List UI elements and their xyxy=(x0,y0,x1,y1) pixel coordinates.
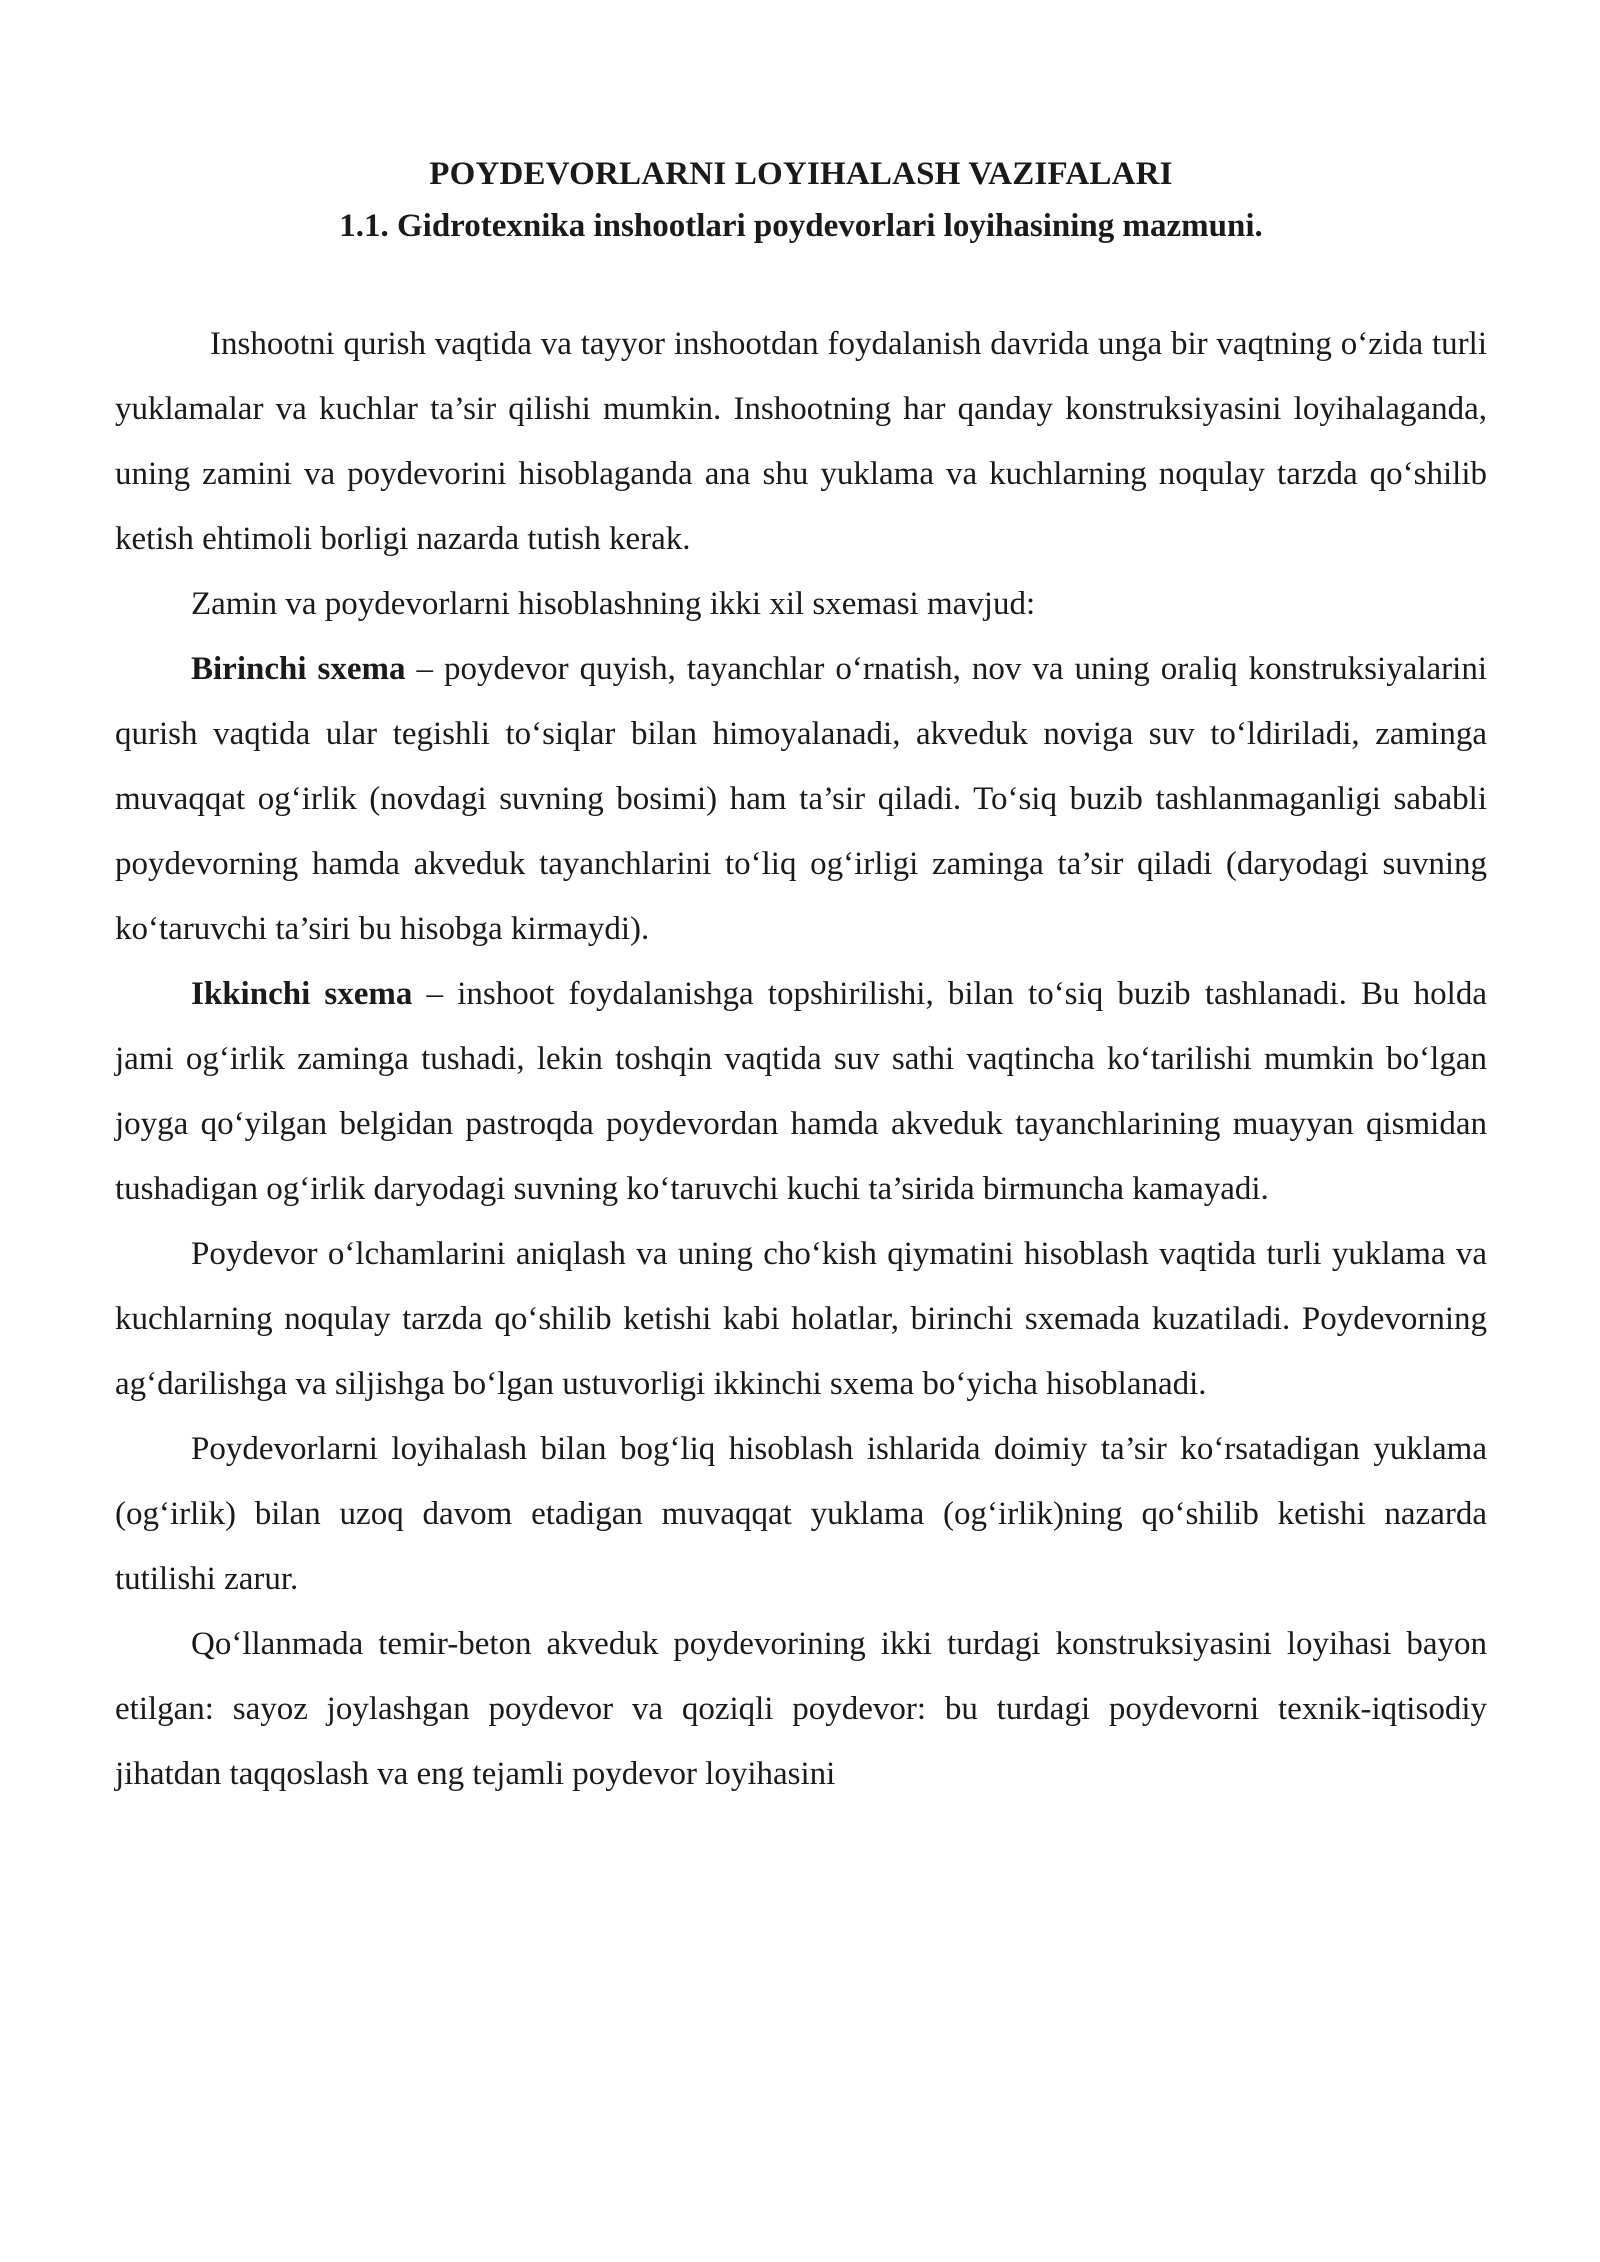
paragraph-dimensions xyxy=(115,1222,1487,1417)
document-content xyxy=(115,148,1487,1807)
section-heading: 1.1. Gidrotexnika inshootlari poydevorlari loyihasining mazmuni. xyxy=(339,208,1263,244)
paragraph-text: Poydevor o‘lchamlarini aniqlash va uning cho‘kish qiymatini hisoblash vaqtida turli yuklama va kuchlarning noqulay tarzda qo‘shilib ketishi kabi holatlar, birinchi sxemada kuzatiladi. Poydevorning ag‘darilishga va siljishga bo‘lgan ustuvorligi ikkinchi sxema bo‘yicha hisoblanadi. xyxy=(115,1236,1487,1402)
paragraph-text: Inshootni qurish vaqtida va tayyor inshootdan foydalanish davrida unga bir vaqtning o‘zida turli yuklamalar va kuchlar ta’sir qilishi mumkin. Inshootning har qanday konstruksiyasini loyihalaganda, uning zamini va poydevorini hisoblaganda ana shu yuklama va kuchlarning noqulay tarzda qo‘shilib ketish ehtimoli borligi nazarda tutish kerak. xyxy=(115,326,1487,557)
paragraph-text: Zamin va poydevorlarni hisoblashning ikki xil sxemasi mavjud: xyxy=(191,586,1036,622)
paragraph-intro xyxy=(115,312,1487,572)
paragraph-text: Poydevorlarni loyihalash bilan bog‘liq hisoblash ishlarida doimiy ta’sir ko‘rsatadigan yuklama (og‘irlik) bilan uzoq davom etadigan muvaqqat yuklama (og‘irlik)ning qo‘shilib ketishi nazarda tutilishi zarur. xyxy=(115,1431,1487,1597)
paragraph-first-scheme xyxy=(115,637,1487,962)
paragraph-lead: Birinchi sxema xyxy=(191,651,406,687)
paragraph-schemes-intro xyxy=(115,572,1487,637)
paragraph-manual xyxy=(115,1612,1487,1807)
paragraph-text: Qo‘llanmada temir-beton akveduk poydevorining ikki turdagi konstruksiyasini loyihasi bayon etilgan: sayoz joylashgan poydevor va qoziqli poydevor: bu turdagi poydevorni texnik-iqtisodiy jihatdan taqqoslash va eng tejamli poydevor loyihasini xyxy=(115,1626,1487,1792)
paragraph-text: – inshoot foydalanishga topshirilishi, bilan to‘siq buzib tashlanadi. Bu holda jami og‘irlik zaminga tushadi, lekin toshqin vaqtida suv sathi vaqtincha ko‘tarilishi mumkin bo‘lgan joyga qo‘yilgan belgidan pastroqda poydevordan hamda akveduk tayanchlarining muayyan qismidan tushadigan og‘irlik daryodagi suvning ko‘taruvchi kuchi ta’sirida birmuncha kamayadi. xyxy=(115,976,1487,1207)
paragraph-lead: Ikkinchi sxema xyxy=(191,976,413,1012)
paragraph-second-scheme xyxy=(115,962,1487,1222)
document-title: POYDEVORLARNI LOYIHALASH VAZIFALARI xyxy=(429,156,1173,192)
paragraph-text: – poydevor quyish, tayanchlar o‘rnatish, nov va uning oraliq konstruksiyalarini qurish vaqtida ular tegishli to‘siqlar bilan himoyalanadi, akveduk noviga suv to‘ldiriladi, zaminga muvaqqat og‘irlik (novdagi suvning bosimi) ham ta’sir qiladi. To‘siq buzib tashlanmaganligi sababli poydevorning hamda akveduk tayanchlarini to‘liq og‘irligi zaminga ta’sir qiladi (daryodagi suvning ko‘taruvchi ta’siri bu hisobga kirmaydi). xyxy=(115,651,1487,947)
document-body xyxy=(115,312,1487,1807)
paragraph-loads xyxy=(115,1417,1487,1612)
